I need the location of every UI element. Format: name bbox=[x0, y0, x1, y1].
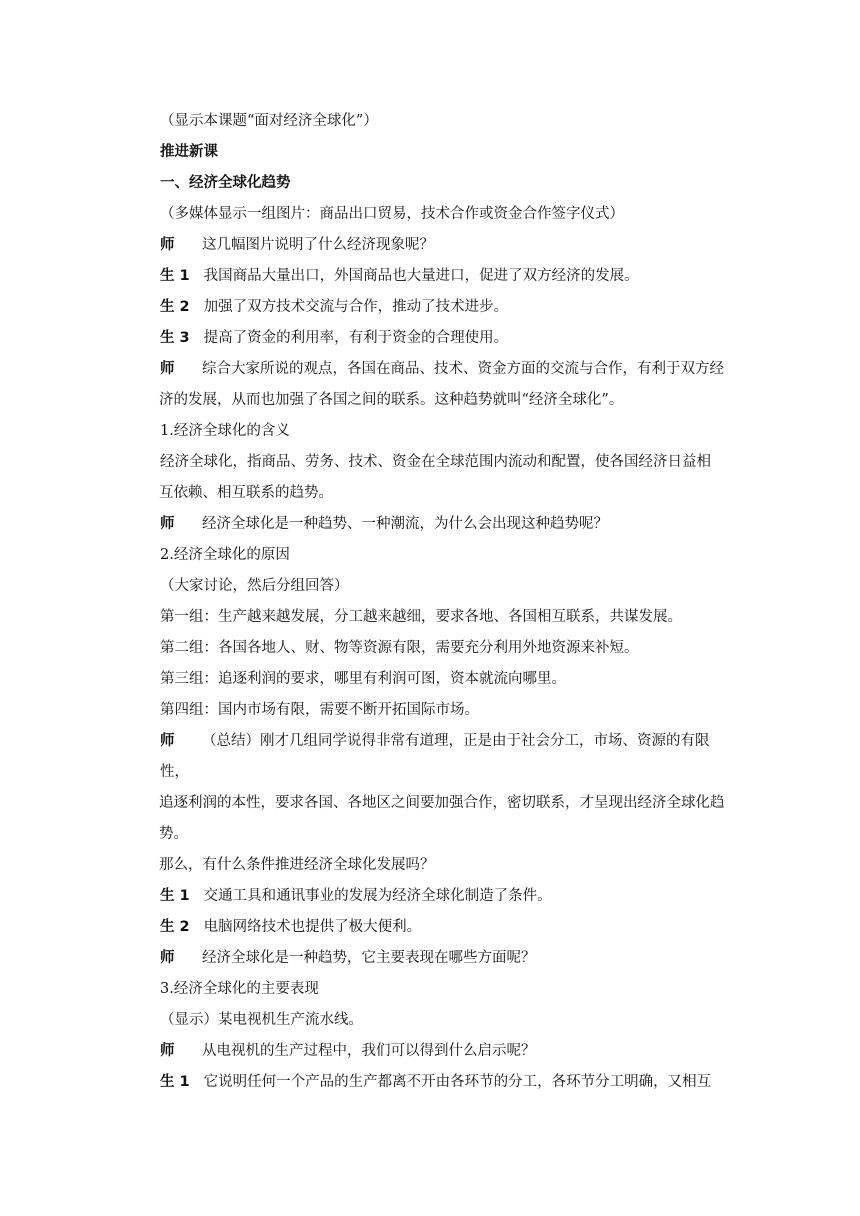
numbered-heading bbox=[160, 540, 735, 571]
speaker-label: 生 2 bbox=[160, 299, 190, 315]
speaker-label: 师 bbox=[160, 361, 175, 377]
dialogue-text: 它说明任何一个产品的生产都离不开由各环节的分工，各环节分工明确，又相互 bbox=[203, 1074, 712, 1090]
speaker-label: 师 bbox=[160, 950, 175, 966]
dialogue-text: 电脑网络技术也提供了极大便利。 bbox=[203, 919, 422, 935]
numbered-heading bbox=[160, 416, 735, 447]
definition-paragraph bbox=[160, 447, 735, 509]
document-body bbox=[160, 106, 735, 1098]
heading-text: 3.经济全球化的主要表现 bbox=[160, 981, 319, 997]
dialogue-line bbox=[160, 943, 735, 974]
text-line: （多媒体显示一组图片：商品出口贸易，技术合作或资金合作签字仪式） bbox=[160, 206, 624, 222]
dialogue-text: 从电视机的生产过程中，我们可以得到什么启示呢？ bbox=[202, 1043, 536, 1059]
group-answer bbox=[160, 664, 735, 695]
text-line: 经济全球化，指商品、劳务、技术、资金在全球范围内流动和配置，使各国经济日益相 bbox=[160, 454, 711, 470]
dialogue-text: 经济全球化是一种趋势、一种潮流，为什么会出现这种趋势呢？ bbox=[202, 516, 608, 532]
speaker-label: 生 2 bbox=[160, 919, 190, 935]
group-answer bbox=[160, 602, 735, 633]
media-note bbox=[160, 199, 735, 230]
section-heading bbox=[160, 137, 735, 168]
group-answer bbox=[160, 633, 735, 664]
numbered-heading bbox=[160, 974, 735, 1005]
text-line: 第一组：生产越来越发展，分工越来越细，要求各地、各国相互联系，共谋发展。 bbox=[160, 609, 682, 625]
dialogue-line bbox=[160, 1067, 735, 1098]
text-line: （显示）某电视机生产流水线。 bbox=[160, 1012, 363, 1028]
dialogue-line bbox=[160, 354, 735, 416]
dialogue-line bbox=[160, 323, 735, 354]
dialogue-text: 经济全球化是一种趋势，它主要表现在哪些方面呢？ bbox=[202, 950, 536, 966]
dialogue-line bbox=[160, 912, 735, 943]
dialogue-text: 那么，有什么条件推进经济全球化发展吗？ bbox=[159, 857, 435, 873]
heading-text: 2.经济全球化的原因 bbox=[160, 547, 290, 563]
heading-text: 一、经济全球化趋势 bbox=[160, 175, 291, 191]
dialogue-line bbox=[160, 881, 735, 912]
dialogue-text: 交通工具和通讯事业的发展为经济全球化制造了条件。 bbox=[203, 888, 552, 904]
speaker-label: 师 bbox=[160, 1043, 175, 1059]
group-answer bbox=[160, 695, 735, 726]
speaker-label: 生 1 bbox=[160, 1074, 190, 1090]
dialogue-text: （总结）刚才几组同学说得非常有道理，正是由于社会分工，市场、资源的有限性， bbox=[160, 733, 710, 780]
dialogue-line bbox=[160, 509, 735, 540]
dialogue-line bbox=[160, 230, 735, 261]
display-note bbox=[160, 1005, 735, 1036]
speaker-label: 生 1 bbox=[160, 268, 190, 284]
text-line: （大家讨论，然后分组回答） bbox=[160, 578, 349, 594]
dialogue-text: 加强了双方技术交流与合作，推动了技术进步。 bbox=[203, 299, 509, 315]
dialogue-text: 济的发展，从而也加强了各国之间的联系。这种趋势就叫“经济全球化”。 bbox=[159, 392, 624, 408]
dialogue-line bbox=[160, 726, 735, 881]
topic-display-note bbox=[160, 106, 735, 137]
speaker-label: 生 3 bbox=[160, 330, 190, 346]
heading-text: 推进新课 bbox=[160, 144, 218, 160]
text-line: （显示本课题“面对经济全球化”） bbox=[160, 113, 378, 129]
heading-text: 1.经济全球化的含义 bbox=[160, 423, 290, 439]
dialogue-text: 这几幅图片说明了什么经济现象呢？ bbox=[202, 237, 434, 253]
dialogue-text: 提高了资金的利用率，有利于资金的合理使用。 bbox=[203, 330, 509, 346]
dialogue-text: 我国商品大量出口，外国商品也大量进口，促进了双方经济的发展。 bbox=[203, 268, 639, 284]
dialogue-line bbox=[160, 1036, 735, 1067]
dialogue-text: 综合大家所说的观点，各国在商品、技术、资金方面的交流与合作，有利于双方经 bbox=[202, 361, 724, 377]
dialogue-text: 追逐利润的本性，要求各国、各地区之间要加强合作，密切联系，才呈现出经济全球化趋势。 bbox=[159, 795, 725, 842]
speaker-label: 师 bbox=[160, 516, 175, 532]
text-line: 第四组：国内市场有限，需要不断开拓国际市场。 bbox=[160, 702, 479, 718]
speaker-label: 生 1 bbox=[160, 888, 190, 904]
text-line: 互依赖、相互联系的趋势。 bbox=[159, 485, 333, 501]
subsection-heading bbox=[160, 168, 735, 199]
dialogue-line bbox=[160, 261, 735, 292]
speaker-label: 师 bbox=[160, 237, 175, 253]
discussion-note bbox=[160, 571, 735, 602]
text-line: 第二组：各国各地人、财、物等资源有限，需要充分利用外地资源来补短。 bbox=[160, 640, 639, 656]
speaker-label: 师 bbox=[160, 733, 175, 749]
text-line: 第三组：追逐利润的要求，哪里有利润可图，资本就流向哪里。 bbox=[160, 671, 566, 687]
dialogue-line bbox=[160, 292, 735, 323]
